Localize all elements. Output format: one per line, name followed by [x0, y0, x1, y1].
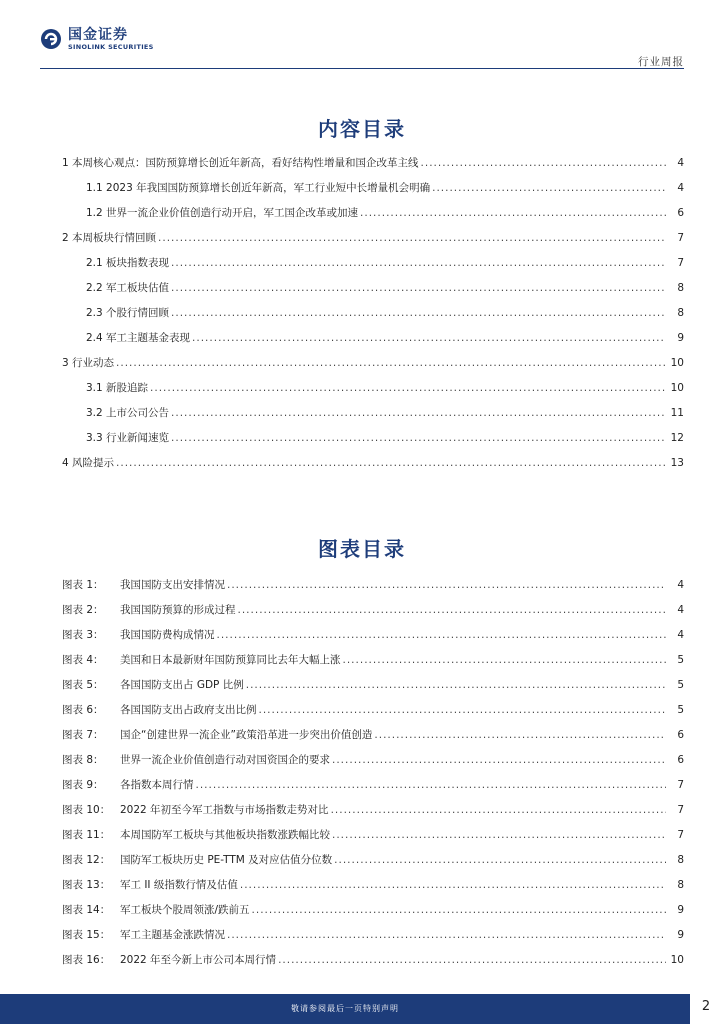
- figure-leader-dots: [332, 829, 666, 841]
- toc-entry-label: 1.2 世界一流企业价值创造行动开启，军工国企改革或加速: [86, 207, 359, 219]
- toc-leader-dots: [192, 332, 666, 344]
- figure-entry[interactable]: [62, 727, 684, 743]
- figure-entry-title: 美国和日本最新财年国防预算同比去年大幅上涨: [120, 654, 341, 666]
- figure-entry-title: 军工板块个股周领涨/跌前五: [120, 904, 250, 916]
- figure-leader-dots: [259, 704, 667, 716]
- figure-entry-number: 图表 5：: [62, 679, 104, 691]
- figure-leader-dots: [217, 629, 667, 641]
- toc-entry-label: 2.1 板块指数表现: [86, 257, 170, 269]
- figure-entry[interactable]: [62, 752, 684, 768]
- figure-entry-number: 图表 6：: [62, 704, 104, 716]
- figure-entry-number: 图表 11：: [62, 829, 111, 841]
- figure-entry-title: 军工主题基金涨跌情况: [120, 929, 225, 941]
- figure-entry-title: 各国国防支出占 GDP 比例: [120, 679, 244, 691]
- figure-leader-dots: [331, 804, 666, 816]
- figure-entry-page: 6: [677, 754, 684, 766]
- figure-leader-dots: [227, 579, 666, 591]
- figure-entry-page: 9: [677, 904, 684, 916]
- header-divider: [40, 68, 684, 69]
- figure-entry[interactable]: [62, 952, 684, 968]
- figure-entry-number: 图表 3：: [62, 629, 104, 641]
- toc-entry-page: 6: [677, 207, 684, 219]
- figure-entry[interactable]: [62, 677, 684, 693]
- figure-entry-page: 4: [677, 629, 684, 641]
- toc-entry[interactable]: [86, 330, 684, 346]
- figure-entry-title: 各国国防支出占政府支出比例: [120, 704, 257, 716]
- toc-entry[interactable]: [86, 430, 684, 446]
- figure-entry-number: 图表 1：: [62, 579, 104, 591]
- toc-leader-dots: [171, 257, 666, 269]
- figure-entry-title: 我国国防支出安排情况: [120, 579, 225, 591]
- figure-entry[interactable]: [62, 802, 684, 818]
- toc-entry[interactable]: [86, 205, 684, 221]
- toc-entry[interactable]: [86, 280, 684, 296]
- toc-entry-page: 4: [677, 157, 684, 169]
- figure-entry-title: 我国国防预算的形成过程: [120, 604, 236, 616]
- figure-entry-page: 5: [677, 679, 684, 691]
- figure-entry[interactable]: [62, 627, 684, 643]
- figure-entry-number: 图表 7：: [62, 729, 104, 741]
- figure-entry[interactable]: [62, 827, 684, 843]
- toc-leader-dots: [421, 157, 666, 169]
- toc-entry-page: 12: [670, 432, 684, 444]
- toc-entry-label: 1 本周核心观点：国防预算增长创近年新高，看好结构性增量和国企改革主线: [62, 157, 419, 169]
- logo-english-name: SINOLINK SECURITIES: [68, 43, 154, 51]
- figure-entry-number: 图表 4：: [62, 654, 104, 666]
- figure-entry-title: 国防军工板块历史 PE-TTM 及对应估值分位数: [120, 854, 333, 866]
- toc-leader-dots: [432, 182, 666, 194]
- figure-entry-page: 4: [677, 579, 684, 591]
- figure-entry-number: 图表 14：: [62, 904, 111, 916]
- figure-entry[interactable]: [62, 602, 684, 618]
- footer-disclaimer: 敬请参阅最后一页特别声明: [291, 1004, 399, 1013]
- toc-leader-dots: [171, 307, 666, 319]
- toc-leader-dots: [171, 407, 666, 419]
- figure-entry-title: 各指数本周行情: [120, 779, 194, 791]
- figure-entry-title: 世界一流企业价值创造行动对国资国企的要求: [120, 754, 330, 766]
- toc-leader-dots: [116, 457, 666, 469]
- toc-entry[interactable]: [86, 305, 684, 321]
- toc-entry-page: 7: [677, 257, 684, 269]
- toc-entry-page: 13: [670, 457, 684, 469]
- toc-entry-label: 2 本周板块行情回顾: [62, 232, 157, 244]
- toc-entry-label: 3.1 新股追踪: [86, 382, 149, 394]
- toc-entry-page: 10: [670, 382, 684, 394]
- figure-entry[interactable]: [62, 777, 684, 793]
- toc-entry-label: 3.3 行业新闻速览: [86, 432, 170, 444]
- figure-entry-page: 5: [677, 654, 684, 666]
- figure-entry-page: 8: [677, 879, 684, 891]
- toc-entry-label: 2.2 军工板块估值: [86, 282, 170, 294]
- figure-entry-page: 4: [677, 604, 684, 616]
- toc-entry[interactable]: [62, 355, 684, 371]
- figure-entry[interactable]: [62, 902, 684, 918]
- toc-entry-label: 2.3 个股行情回顾: [86, 307, 170, 319]
- figure-leader-dots: [343, 654, 667, 666]
- figure-entry-page: 9: [677, 929, 684, 941]
- figure-entry[interactable]: [62, 577, 684, 593]
- figure-leader-dots: [246, 679, 666, 691]
- figure-entry-page: 10: [670, 954, 684, 966]
- page-header: [0, 0, 724, 68]
- figure-leader-dots: [252, 904, 666, 916]
- toc-leader-dots: [150, 382, 666, 394]
- figure-entry-number: 图表 8：: [62, 754, 104, 766]
- figure-entry[interactable]: [62, 852, 684, 868]
- toc-entry[interactable]: [86, 255, 684, 271]
- page-number: 2: [701, 999, 711, 1014]
- toc-entry-page: 8: [677, 282, 684, 294]
- sinolink-logo: [40, 28, 154, 51]
- figure-leader-dots: [238, 604, 667, 616]
- toc-entry-page: 9: [677, 332, 684, 344]
- figure-entry-page: 7: [677, 779, 684, 791]
- figure-entry-title: 我国国防费构成情况: [120, 629, 215, 641]
- figure-entry-number: 图表 2：: [62, 604, 104, 616]
- figure-entry[interactable]: [62, 652, 684, 668]
- toc-leader-dots: [171, 432, 666, 444]
- figure-entry-number: 图表 15：: [62, 929, 111, 941]
- toc-leader-dots: [171, 282, 666, 294]
- figure-entry-page: 5: [677, 704, 684, 716]
- toc-leader-dots: [360, 207, 666, 219]
- figure-entry-title: 本周国防军工板块与其他板块指数涨跌幅比较: [120, 829, 330, 841]
- figure-leader-dots: [278, 954, 666, 966]
- toc-entry-label: 2.4 军工主题基金表现: [86, 332, 191, 344]
- figure-entry-title: 2022 年初至今军工指数与市场指数走势对比: [120, 804, 329, 816]
- toc-entry-label: 4 风险提示: [62, 457, 115, 469]
- figure-entry-page: 7: [677, 829, 684, 841]
- toc-entry-page: 10: [670, 357, 684, 369]
- toc-entry-label: 3.2 上市公司公告: [86, 407, 170, 419]
- toc-entry-label: 3 行业动态: [62, 357, 115, 369]
- toc-title: 内容目录: [318, 117, 406, 141]
- toc-entry[interactable]: [86, 380, 684, 396]
- figure-leader-dots: [227, 929, 666, 941]
- figure-entry[interactable]: [62, 877, 684, 893]
- figure-entry-number: 图表 12：: [62, 854, 111, 866]
- toc-leader-dots: [116, 357, 666, 369]
- figure-entry-title: 国企“创建世界一流企业”政策沿革进一步突出价值创造: [120, 729, 373, 741]
- toc-leader-dots: [158, 232, 666, 244]
- figure-entry-title: 军工 II 级指数行情及估值: [120, 879, 238, 891]
- toc-entry[interactable]: [86, 180, 684, 196]
- toc-entry[interactable]: [86, 405, 684, 421]
- figure-leader-dots: [240, 879, 666, 891]
- figure-leader-dots: [334, 854, 666, 866]
- figure-leader-dots: [196, 779, 667, 791]
- toc-entry-page: 7: [677, 232, 684, 244]
- figure-entry-number: 图表 10：: [62, 804, 111, 816]
- toc-entry-page: 11: [670, 407, 684, 419]
- toc-entry[interactable]: [62, 230, 684, 246]
- toc-entry-page: 8: [677, 307, 684, 319]
- figure-entry-number: 图表 13：: [62, 879, 111, 891]
- figure-leader-dots: [332, 754, 666, 766]
- logo-chinese-name: 国金证券: [68, 27, 128, 43]
- figure-leader-dots: [374, 729, 666, 741]
- toc-entry-label: 1.1 2023 年我国国防预算增长创近年新高，军工行业短中长增量机会明确: [86, 182, 431, 194]
- figure-entry-number: 图表 9：: [62, 779, 104, 791]
- toc-entry-page: 4: [677, 182, 684, 194]
- toc-entry[interactable]: [62, 155, 684, 171]
- figure-entry-page: 7: [677, 804, 684, 816]
- figure-entry-page: 8: [677, 854, 684, 866]
- toc-entry[interactable]: [62, 455, 684, 471]
- figure-entry-title: 2022 年至今新上市公司本周行情: [120, 954, 277, 966]
- figure-entry[interactable]: [62, 927, 684, 943]
- figure-entry-number: 图表 16：: [62, 954, 111, 966]
- report-type-label: 行业周报: [638, 56, 684, 68]
- figure-entry[interactable]: [62, 702, 684, 718]
- figures-title: 图表目录: [318, 537, 406, 561]
- sinolink-logo-icon: [40, 28, 62, 50]
- figure-entry-page: 6: [677, 729, 684, 741]
